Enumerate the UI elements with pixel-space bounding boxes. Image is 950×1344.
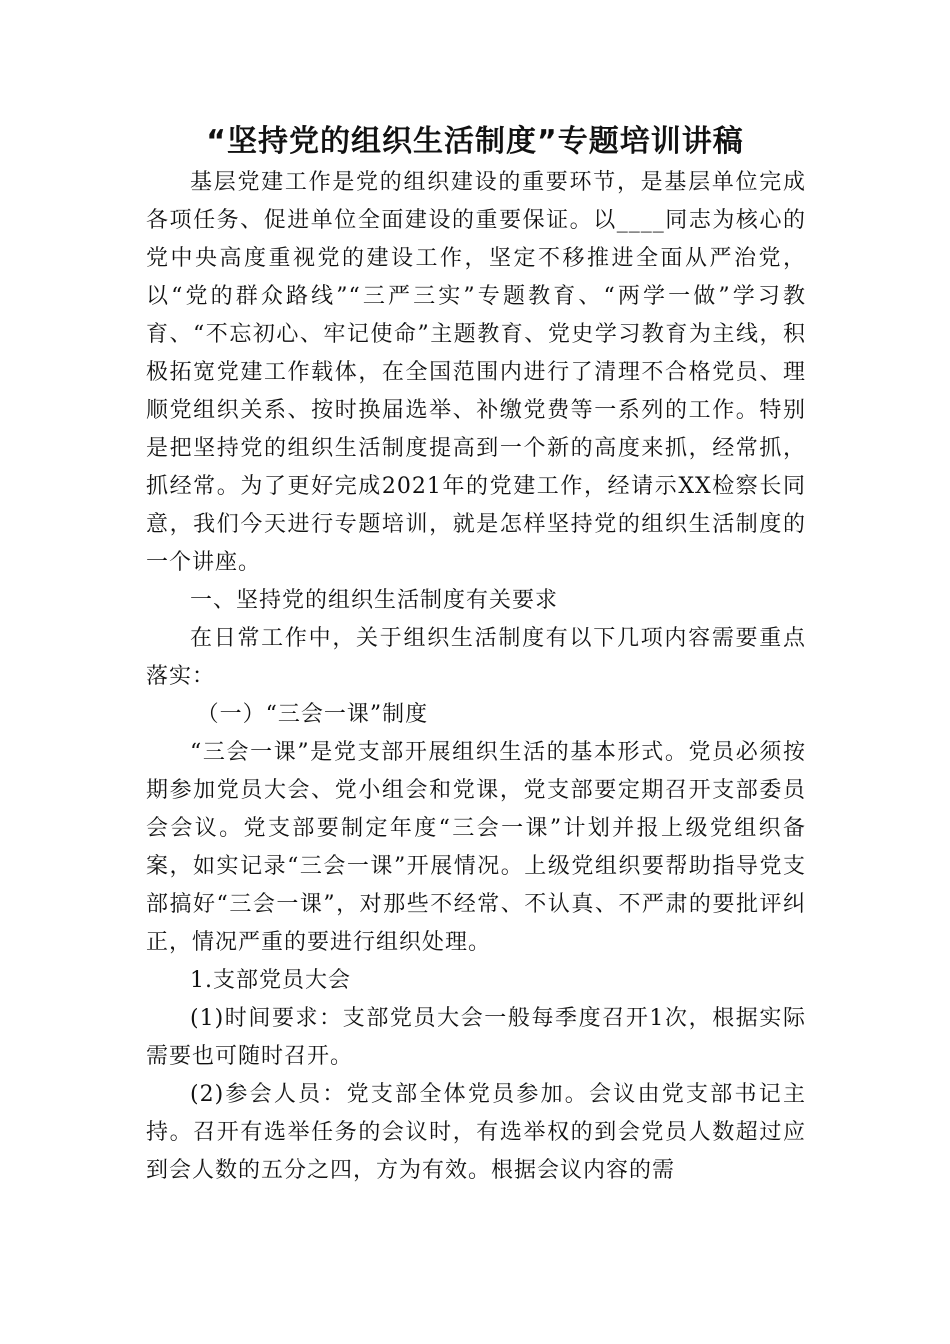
document-title: “坚持党的组织生活制度”专题培训讲稿 — [206, 124, 744, 159]
document-body — [146, 164, 806, 1190]
section-paragraph: 在日常工作中，关于组织生活制度有以下几项内容需要重点落实： — [146, 626, 806, 689]
section-heading: 一、坚持党的组织生活制度有关要求 — [190, 588, 559, 613]
item-heading: 1.支部党员大会 — [190, 968, 351, 993]
subsection-paragraph: “三会一课”是党支部开展组织生活的基本形式。党员必须按期参加党员大会、党小组会和党课，党支部要定期召开支部委员会会议。党支部要制定年度“三会一课”计划并报上级党组织备案，如实记录“三会一课”开展情况。上级党组织要帮助指导党支部搞好“三会一课”，对那些不经常、不认真、不严肃的要批评纠正，情况严重的要进行组织处理。 — [146, 740, 806, 955]
subsection-heading: （一）“三会一课”制度 — [196, 702, 429, 727]
intro-paragraph: 基层党建工作是党的组织建设的重要环节，是基层单位完成各项任务、促进单位全面建设的重要保证。以____同志为核心的党中央高度重视党的建设工作，坚定不移推进全面从严治党，以“党的群众路线”“三严三实”专题教育、“两学一做”学习教育、“不忘初心、牢记使命”主题教育、党史学习教育为主线，积极拓宽党建工作载体，在全国范围内进行了清理不合格党员、理顺党组织关系、按时换届选举、补缴党费等一系列的工作。特别是把坚持党的组织生活制度提高到一个新的高度来抓，经常抓，抓经常。为了更好完成2021年的党建工作，经请示XX检察长同意，我们今天进行专题培训，就是怎样坚持党的组织生活制度的一个讲座。 — [146, 170, 806, 575]
item-paragraph-time: (1)时间要求：支部党员大会一般每季度召开1次，根据实际需要也可随时召开。 — [146, 1006, 806, 1069]
item-paragraph-attendees: (2)参会人员：党支部全体党员参加。会议由党支部书记主持。召开有选举任务的会议时，有选举权的到会党员人数超过应到会人数的五分之四，方为有效。根据会议内容的需 — [146, 1082, 806, 1183]
